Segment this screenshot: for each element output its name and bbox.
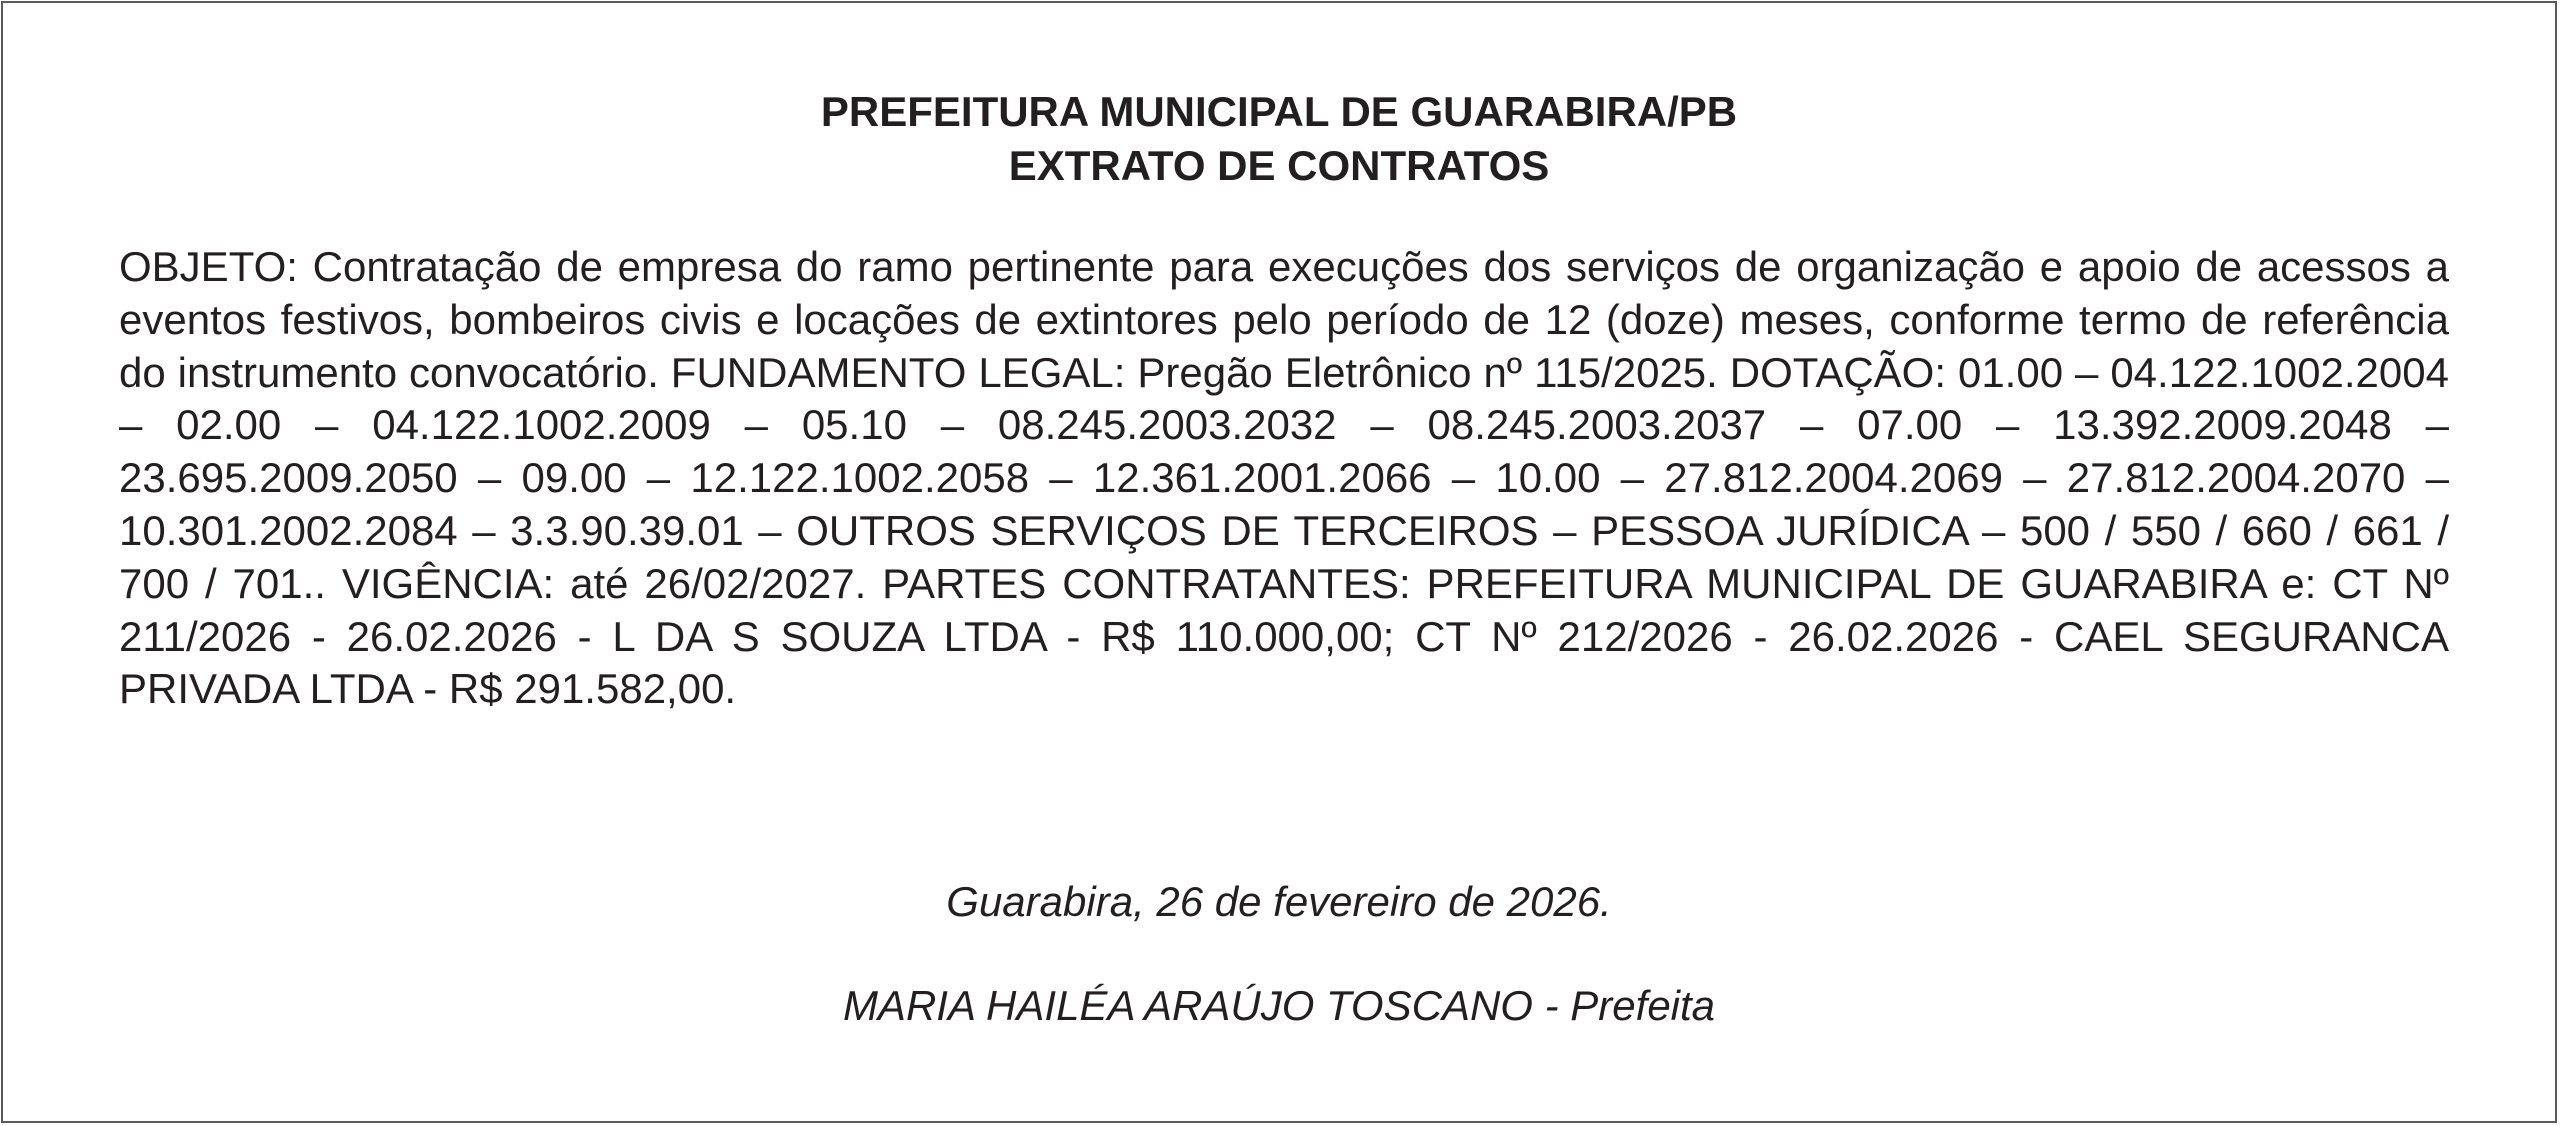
header-subtitle: EXTRATO DE CONTRATOS	[1008, 142, 1550, 189]
place-and-date: Guarabira, 26 de fevereiro de 2026.	[946, 878, 1612, 925]
signature-line: MARIA HAILÉA ARAÚJO TOSCANO - Prefeita	[842, 982, 1716, 1029]
header-title: PREFEITURA MUNICIPAL DE GUARABIRA/PB	[820, 88, 1738, 135]
contract-extract-text: OBJETO: Contratação de empresa do ramo pertinente para execuções dos serviços de organização e apoio de acessos a eventos festivos, bombeiros civis e locações de extintores pelo período de 12 (doze) meses, conforme termo de referência do instrumento convocatório. FUNDAMENTO LEGAL: Pregão Eletrônico nº 115/2025. DOTAÇÃO: 01.00 – 04.122.1002.2004 – 02.00 – 04.122.1002.2009 – 05.10 – 08.245.2003.2032 – 08.245.2003.2037 – 07.00 – 13.392.2009.2048 – 23.695.2009.2050 – 09.00 – 12.122.1002.2058 – 12.361.2001.2066 – 10.00 – 27.812.2004.2069 – 27.812.2004.2070 – 10.301.2002.2084 – 3.3.90.39.01 – OUTROS SERVIÇOS DE TERCEIROS – PESSOA JURÍDICA – 500 / 550 / 660 / 661 / 700 / 701.. VIGÊNCIA: até 26/02/2027. PARTES CONTRATANTES: PREFEITURA MUNICIPAL DE GUARABIRA e: CT Nº 211/2026 - 26.02.2026 - L DA S SOUZA LTDA - R$ 110.000,00; CT Nº 212/2026 - 26.02.2026 - CAEL SEGURANCA PRIVADA LTDA - R$ 291.582,00.	[119, 243, 2449, 713]
document-header	[3, 85, 2555, 193]
document-frame	[1, 1, 2557, 1123]
